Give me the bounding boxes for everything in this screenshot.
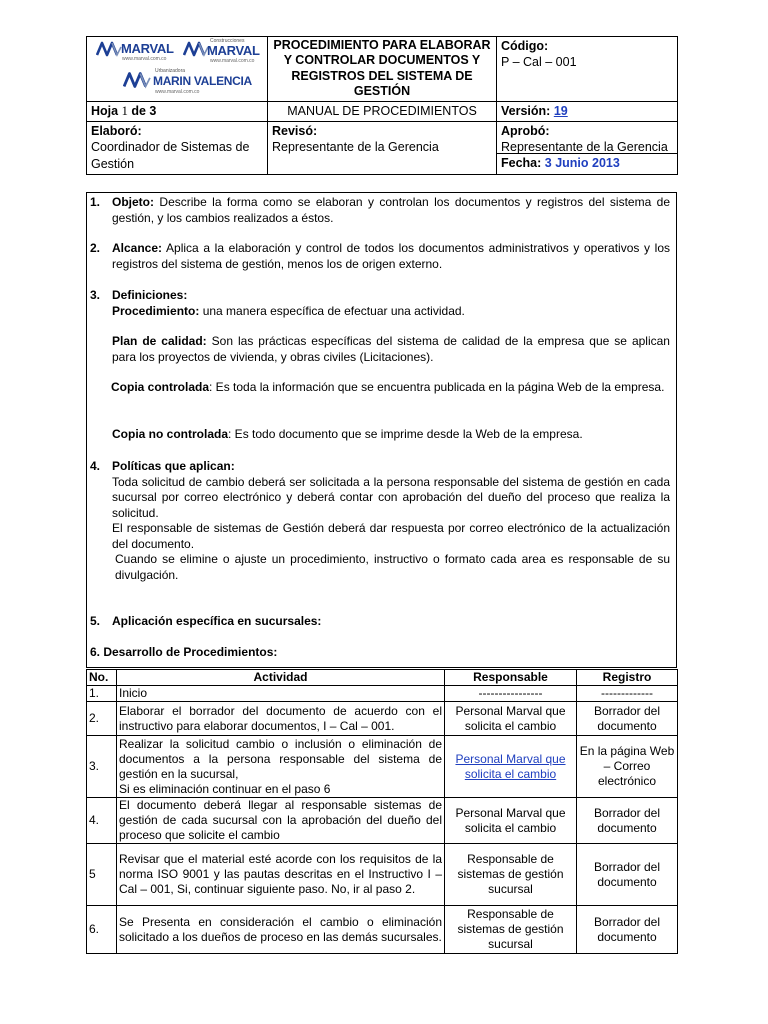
step-number: 1. [87,686,117,702]
url-right: www.marval.com.co [210,58,255,64]
objeto-text: Describe la forma como se elaboran y controlan los documentos y registros del sistema de gestión, y los cambios realizados a éstos. [112,195,671,225]
manual-label: MANUAL DE PROCEDIMIENTOS [268,102,497,122]
aplicacion-label: Aplicación específica en sucursales: [112,614,322,628]
table-row [87,844,678,906]
logo-cell [87,37,268,102]
reviso-label: Revisó: [272,124,318,138]
politicas-label: Políticas que aplican: [112,459,235,473]
step-number: 2. [87,702,117,736]
document-header [86,36,678,175]
reviso-cell [268,122,497,175]
hoja-number: 1 [121,104,128,118]
step-activity: El documento deberá llegar al responsable sistemas de gestión de cada sucursal con la aprobación del dueño del proceso que solicite el cambio [117,798,445,844]
reviso-value: Representante de la Gerencia [272,140,439,155]
aprobo-cell [497,122,678,175]
plan-label: Plan de calidad: [112,334,207,348]
brand-bottom-tag: Urbanizadora [155,68,186,74]
step-responsible[interactable]: Personal Marval que solicita el cambio [455,751,566,781]
step-number: 6. [87,906,117,954]
politicas-p1: Toda solicitud de cambio deberá ser solicitada a la persona responsable del sistema de gestión en cada sucursal por correo electrónico y deberá contar con aprobación del dueño del proceso que realiza la solicitud. [112,474,670,520]
version-label: Versión: [501,104,551,118]
marval-wave-icon [96,41,122,57]
section-number: 4. [90,459,101,473]
marval-wave-icon [123,71,151,89]
step-record: Borrador del documento [577,844,678,906]
column-header: Responsable [445,670,577,686]
elaboro-value: Coordinador de Sistemas de Gestión [91,140,250,171]
table-row [87,906,678,954]
column-header: Registro [577,670,678,686]
step-responsible-link[interactable] [445,736,577,798]
step-record: Borrador del documento [577,906,678,954]
hoja-cell [87,102,268,122]
table-row [87,686,678,702]
step-number: 5 [87,844,117,906]
step-responsible: Responsable de sistemas de gestión sucursal [445,844,577,906]
step-record: ------------- [577,686,678,702]
codigo-label: Código: [501,39,549,53]
table-row [87,736,678,798]
fecha-label: Fecha: [501,156,542,170]
section-number: 2. [90,241,101,255]
step-responsible: ---------------- [445,686,577,702]
step-activity: Revisar que el material esté acorde con los requisitos de la norma ISO 9001 y las pautas descritas en el Instructivo I – Cal – 001, Si, continuar siguiente paso. No, ir al paso 2. [117,844,445,906]
codigo-value: P – Cal – 001 [501,55,577,70]
procedimiento-label: Procedimiento: [112,303,200,318]
column-header: Actividad [117,670,445,686]
procedimiento-text: una manera específica de efectuar una actividad. [202,303,465,318]
objeto-label: Objeto: [112,195,154,209]
step-activity: Inicio [117,686,445,702]
hoja-label: Hoja [91,104,119,118]
politicas-p3: Cuando se elimine o ajuste un procedimiento, instructivo o formato cada area es responsable de su divulgación. [115,552,670,582]
step-activity: Elaborar el borrador del documento de acuerdo con el instructivo para elaborar documentos, I – Cal – 001. [117,702,445,736]
procedure-table [86,669,678,954]
copia-label: Copia controlada [111,380,210,394]
desarrollo-label: 6. Desarrollo de Procedimientos: [90,645,278,659]
step-number: 4. [87,798,117,844]
section-number: 1. [90,195,101,209]
step-responsible: Responsable de sistemas de gestión sucursal [445,906,577,954]
definiciones-label: Definiciones: [112,288,188,302]
table-header-row [87,670,678,686]
step-record: Borrador del documento [577,798,678,844]
politicas-p2: El responsable de sistemas de Gestión deberá dar respuesta por correo electrónico de la actualización del documento. [112,521,670,551]
version-value[interactable]: 19 [553,104,568,118]
document-body [86,192,677,668]
elaboro-cell [87,122,268,175]
step-responsible: Personal Marval que solicita el cambio [445,798,577,844]
column-header: No. [87,670,117,686]
section-number: 3. [90,288,101,302]
copia-text: : Es toda la información que se encuentra publicada en la página Web de la empresa. [209,380,665,394]
step-number: 3. [87,736,117,798]
step-record: En la página Web – Correo electrónico [577,736,678,798]
table-row [87,798,678,844]
url-bottom: www.marval.com.co [155,89,200,95]
aprobo-value: Representante de la Gerencia [501,140,668,155]
brand-right: MARVAL [207,43,260,58]
step-record: Borrador del documento [577,702,678,736]
company-logo [87,37,267,101]
section-number: 5. [90,614,101,628]
fecha-value: 3 Junio 2013 [544,156,620,170]
aprobo-label: Aprobó: [501,124,550,138]
step-activity: Realizar la solicitud cambio o inclusión o eliminación de documentos a la persona responsable del sistema de gestión en la sucursal, Si es eliminación continuar en el paso 6 [117,736,445,798]
codigo-cell [497,37,678,102]
marval-wave-icon [183,41,209,57]
brand-left: MARVAL [121,41,174,56]
nocopia-label: Copia no controlada [112,427,229,441]
elaboro-label: Elaboró: [91,124,142,138]
step-activity: Se Presenta en consideración el cambio o eliminación solicitado a los dueños de proceso en las demás sucursales. [117,906,445,954]
hoja-total: de 3 [131,104,157,118]
version-cell [497,102,678,122]
step-responsible: Personal Marval que solicita el cambio [445,702,577,736]
plan-text: Son las prácticas específicas del sistema de calidad de la empresa que se aplican para los proyectos de vivienda, y obras civiles (Licitaciones). [112,334,670,364]
url-left: www.marval.com.co [122,56,167,62]
alcance-text: Aplica a la elaboración y control de todos los documentos administrativos y operativos y los registros del sistema de gestión, menos los de origen externo. [112,241,671,271]
brand-right-tag: Construcciones [210,38,245,44]
alcance-label: Alcance: [112,241,163,255]
nocopia-text: : Es todo documento que se imprime desde la Web de la empresa. [228,427,583,441]
table-row [87,702,678,736]
brand-bottom: MARIN VALENCIA [153,74,252,88]
document-title: PROCEDIMIENTO PARA ELABORAR Y CONTROLAR DOCUMENTOS Y REGISTROS DEL SISTEMA DE GESTIÓN [268,37,497,102]
